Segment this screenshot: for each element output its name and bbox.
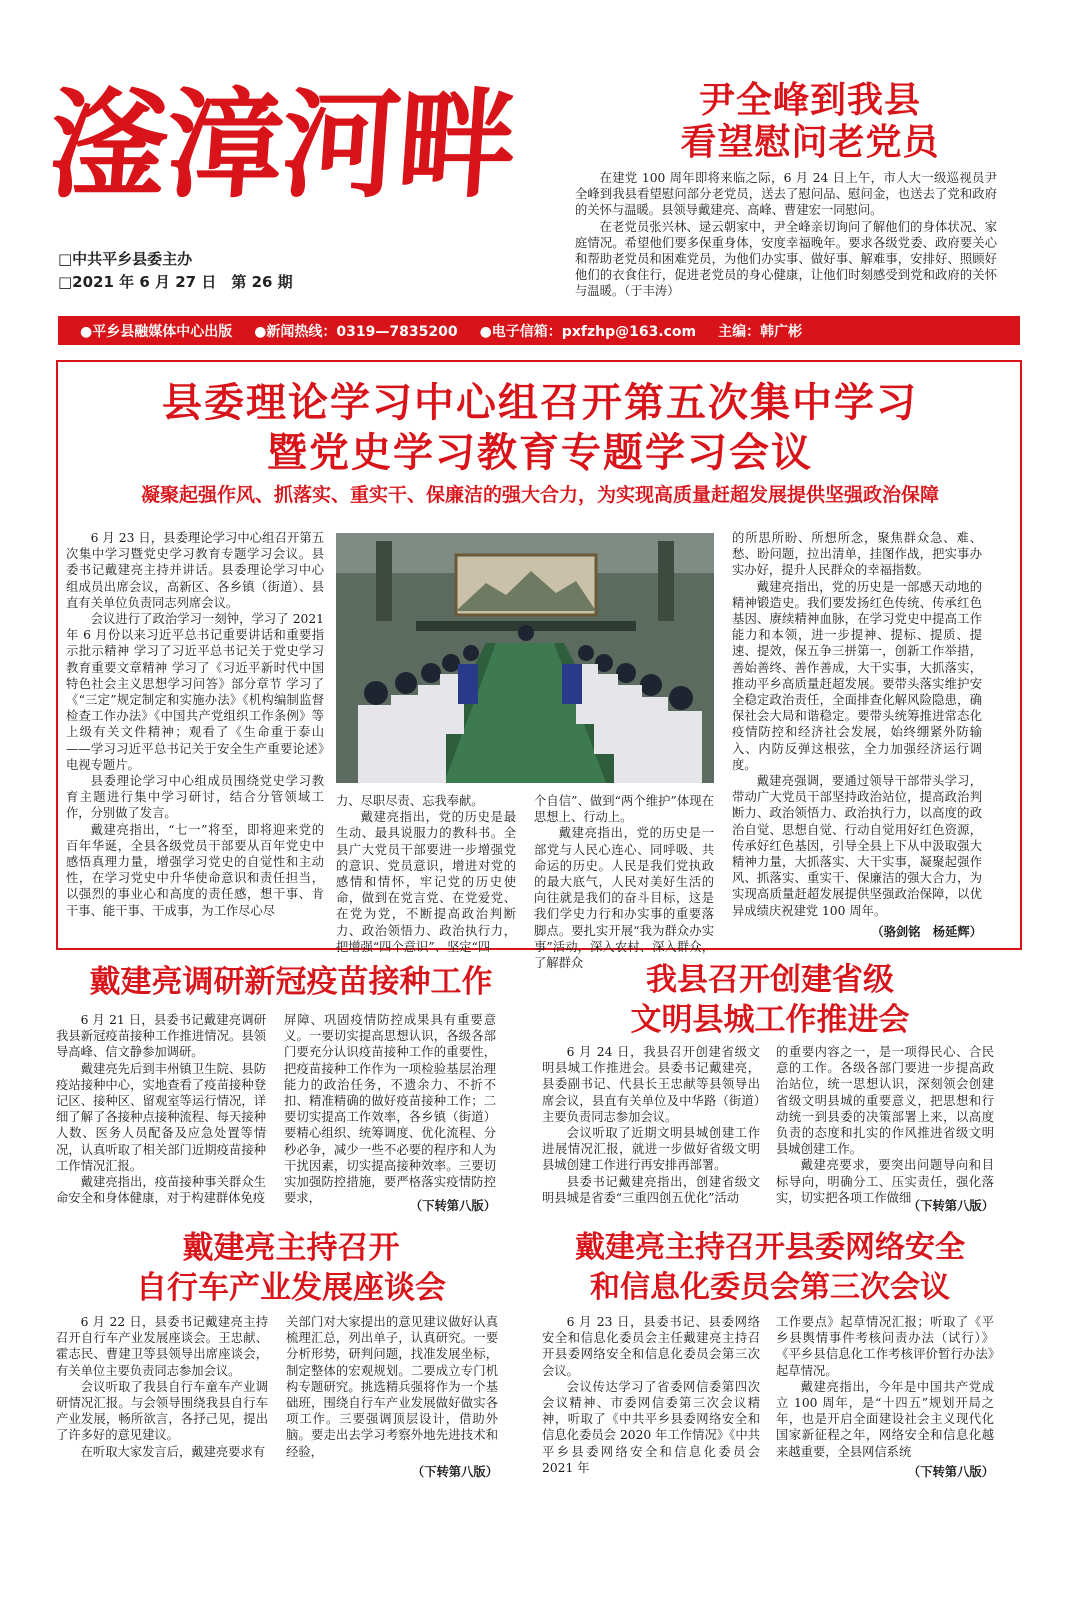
cyber-story-continued: （下转第八版） [907,1464,994,1479]
paragraph: 关部门对大家提出的意见建议做好认真梳理汇总，列出单子，认真研究。一要分析形势，研判问题，找准发展坐标，制定整体的宏观规划。二要成立专门机构专题研究。挑选精兵强将作为一个基础班，围绕自行车产业发展做好做实各项工作。三要强调顶层设计，借助外脑。要走出去学习考察外地先进技术和经验， [286,1315,498,1459]
meeting-room-illustration [336,533,714,783]
paragraph: 6 月 22 日，县委书记戴建亮主持召开自行车产业发展座谈会。王忠献、霍志民、曹建卫等县领导出席座谈会，有关单位主要负责同志参加会议。 [56,1315,268,1378]
paragraph: 戴建亮指出，“七一”将至，即将迎来党的百年华诞，全县各级党员干部要从百年党史中感悟真理力量，增强学习党史的自觉性和主动性，在学习党史中升华使命意识和责任担当，以强烈的事业心和高度的责任感，想干事、肯干事、能干事、干成事，为工作尽心尽 [66,822,324,918]
cyber-story-col-1 [542,1314,760,1484]
lead-story-title-1: 县委理论学习中心组召开第五次集中学习 [162,379,918,426]
paragraph: 戴建亮指出，党的历史是最生动、最具说服力的教科书。全县广大党员干部要进一步增强党的意识、党员意识，增进对党的感情和情怀，牢记党的历史使命，做到在党言党、在党爱党、在党为党，不断提高政治判断力、政治领悟力、政治执行力，把增强“四个意识”、坚定“四 [336,810,516,954]
paragraph: 会议进行了政治学习一刻钟，学习了 2021 年 6 月份以来习近平总书记重要讲话和重要指示批示精神 学习了习近平总书记关于党史学习教育重要文章精神 学习了《习近平新时代中国特色社会主义思想学习问答》部分章节 学习了《“三定”规定制定和实施办法》《机构编制监督检查工作办法》《中国共产党组织工作条例》等上级有关文件精神；观看了《生命重于泰山——学习习近平总书记关于安全生产重要论述》电视专题片。 [66,612,324,772]
bicycle-story-continued: （下转第八版） [411,1464,498,1479]
cyber-story-title-2: 和信息化委员会第三次会议 [590,1270,950,1305]
vaccine-story-continued: （下转第八版） [409,1198,496,1213]
paragraph: 工作要点》起草情况汇报；听取了《平乡县舆情事件考核问责办法（试行）》《平乡县信息化工作考核评价暂行办法》起草情况。 [776,1315,994,1378]
civil-story-title-1: 我县召开创建省级 [646,962,894,998]
paragraph: 力、尽职尽责、忘我奉献。 [336,794,484,808]
bicycle-story-title-2: 自行车产业发展座谈会 [136,1270,446,1306]
paragraph: 会议听取了我县自行车童车产业调研情况汇报。与会领导围绕我县自行车产业发展，畅所欲言，各抒己见，提出了许多好的意见建议。 [56,1379,268,1443]
lead-story-col-2 [336,793,516,954]
civil-story-col-1 [542,1044,760,1214]
lead-story-col-3 [534,793,714,971]
paragraph: 会议传达学习了省委网信委第四次会议精神、市委网信委第三次会议精神，听取了《中共平乡县委网络安全和信息化委员会 2020 年工作情况》《中共平乡县委网络安全和信息化委员会 2021 年 [542,1379,760,1475]
cyber-story-title-1: 戴建亮主持召开县委网络安全 [575,1230,965,1265]
lead-story-col-1 [66,530,324,940]
publisher-text: ●平乡县融媒体中心出版 [80,323,233,340]
paragraph: 6 月 23 日，县委书记、县委网络安全和信息化委员会主任戴建亮主持召开县委网络安全和信息化委员会第三次会议。 [542,1315,760,1378]
paragraph: 戴建亮先后到丰州镇卫生院、县防疫站接种中心，实地查看了疫苗接种登记区、接种区、留观室等运行情况，详细了解了各接种点接种流程、每天接种人数、医务人员配备及应急处置等情况，认真听取了相关部门近期疫苗接种工作情况汇报。 [56,1061,266,1173]
lead-story-byline: （骆剑铭 杨延辉） [871,924,982,939]
civil-story-continued: （下转第八版） [907,1198,994,1213]
top-story-headline-2: 看望慰问老党员 [680,121,940,163]
paragraph: 戴建亮要求，要突出问题导向和目标导向，明确分工、压实责任，强化落实，切实把各项工作做细 [776,1158,994,1205]
paragraph: 屏障、巩固疫情防控成果具有重要意义。一要切实提高思想认识，各级各部门要充分认识疫苗接种工作的重要性，把疫苗接种工作作为一项检验基层治理能力的政治任务，不遗余力、不折不扣、精准精确的做好疫苗接种工作；二要切实提高工作效率，各乡镇（街道）要精心组织、统筹调度、优化流程、分秒必争，减少一些不必要的程序和人为干扰因素，切实提高接种效率。三要切实加强防控措施，要严格落实疫情防控要求， [284,1013,496,1206]
date-issue-line: □2021 年 6 月 27 日 第 26 期 [58,273,293,291]
paragraph: 戴建亮强调，要通过领导干部带头学习，带动广大党员干部坚持政治站位，提高政治判断力、政治领悟力、政治执行力，以高度的政治自觉、思想自觉、行动自觉用好红色资源，传承好红色基因，引导全县上下从中汲取强大精神力量，大抓落实、大干实事，凝聚起强作风、抓落实、重实干、保廉洁的强大合力，为实现高质量赶超发展提供坚强政治保障，以优异成绩庆祝建党 100 周年。 [732,774,982,918]
lead-story-subtitle: 凝聚起强作风、抓落实、重实干、保廉洁的强大合力，为实现高质量赶超发展提供坚强政治保障 [140,484,939,506]
bicycle-story-col-1 [56,1314,268,1484]
paragraph: 个自信”、做到“两个维护”体现在思想上、行动上。 [534,794,714,825]
paragraph: 6 月 24 日，我县召开创建省级文明县城工作推进会。县委书记戴建亮，县委副书记、代县长王忠献等县领导出席会议，县直有关单位及中华路（街道）主要负责同志参加会议。 [542,1045,760,1124]
email-text: ●电子信箱：pxfzhp@163.com [479,323,697,340]
paragraph: 6 月 23 日，县委理论学习中心组召开第五次集中学习暨党史学习教育专题学习会议。县委书记戴建亮主持并讲话。县委理论学习中心组成员出席会议，高新区、各乡镇（街道）、县直有关单位负责同志列席会议。 [66,531,324,610]
info-bar [58,316,1020,345]
paragraph: 戴建亮指出，党的历史是一部党与人民心连心、同呼吸、共命运的历史。人民是我们党执政的最大底气，人民对美好生活的向往就是我们的奋斗目标，这是我们学史力行和办实事的重要落脚点。要扎实开展“我为群众办实事”活动，深入农村、深入群众，了解群众 [534,826,714,971]
lead-story-title-2: 暨党史学习教育专题学习会议 [267,429,813,476]
top-story-body [575,170,997,306]
masthead-title: 滏漳河畔 [45,75,519,214]
paragraph: 的所思所盼、所想所念，聚焦群众急、难、愁、盼问题，拉出清单，挂图作战，把实事办实办好，提升人民群众的幸福指数。 [732,531,982,578]
paragraph: 在老党员张兴林、逯云朝家中，尹全峰亲切询问了解他们的身体状况、家庭情况。希望他们要多保重身体，安度幸福晚年。要求各级党委、政府要关心和帮助老党员和困难党员，为他们办实事、做好事、解难事，安排好、照顾好他们的衣食住行，促进老党员的身心健康，让他们时刻感受到党和政府的关怀与温暖。（于丰涛） [575,219,997,299]
hotline-text: ●新闻热线：0319—7835200 [254,323,458,340]
paragraph: 戴建亮指出，今年是中国共产党成立 100 周年，是“十四五”规划开局之年，也是开启全面建设社会主义现代化国家新征程之年，网络安全和信息化越来越重要，全县网信系统 [776,1379,994,1459]
bicycle-story-title-1: 戴建亮主持召开 [182,1230,400,1266]
vaccine-story-title: 戴建亮调研新冠疫苗接种工作 [89,964,493,1000]
paragraph: 在听取大家发言后，戴建亮要求有 [80,1444,266,1459]
civil-story-col-2 [776,1044,994,1205]
paragraph: 6 月 21 日，县委书记戴建亮调研我县新冠疫苗接种工作推进情况。县领导高峰、信文静参加调研。 [56,1013,266,1060]
bicycle-story-col-2 [286,1314,498,1462]
paragraph: 的重要内容之一，是一项得民心、合民意的工作。各级各部门要进一步提高政治站位，统一思想认识，深刻领会创建省级文明县城的重要意义，把思想和行动统一到县委的决策部署上来，以高度负责的态度和扎实的作风推进省级文明县城创建工作。 [776,1045,994,1157]
paragraph: 戴建亮指出，党的历史是一部感天动地的精神锻造史。我们要发扬红色传统、传承红色基因、赓续精神血脉，在学习党史中提高工作能力和本领，进一步提神、提标、提质、提速、提效，保五争三拼第一，创新工作举措，善始善终、善作善成，大干实事，大抓落实，推动平乡高质量赶超发展。要带头落实维护安全稳定政治责任，全面排查化解风险隐患，确保社会大局和谐稳定。要带头统筹推进常态化疫情防控和经济社会发展，始终绷紧外防输入、内防反弹这根弦，全力加强经济运行调度。 [732,579,982,772]
paragraph: 县委书记戴建亮指出，创建省级文明县城是省委“三重四创五优化”活动 [542,1174,760,1205]
cyber-story-col-2 [776,1314,994,1462]
lead-story-col-4 [732,530,982,920]
top-story-headline-1: 尹全峰到我县 [698,79,921,121]
paragraph: 县委理论学习中心组成员围绕党史学习教育主题进行集中学习研讨，结合分管领域工作，分别做了发言。 [66,774,324,821]
vaccine-story-col-1 [56,1012,266,1210]
paragraph: 在建党 100 周年即将来临之际，6 月 24 日上午，市人大一级巡视员尹全峰到我县看望慰问部分老党员，送去了慰问品、慰问金，也送去了党和政府的关怀与温暖。县领导戴建亮、高峰、曹建宏一同慰问。 [575,171,997,218]
editor-text: 主编：韩广彬 [718,323,803,340]
civil-story-title-2: 文明县城工作推进会 [630,1002,910,1038]
meeting-photo [336,533,714,783]
sponsor-line: □中共平乡县委主办 [58,250,193,268]
paragraph: 戴建亮指出，疫苗接种事关群众生命安全和身体健康，对于构建群体免疫 [56,1175,266,1206]
paragraph: 会议听取了近期文明县城创建工作进展情况汇报，就进一步做好省级文明县城创建工作进行再安排再部署。 [542,1126,760,1173]
